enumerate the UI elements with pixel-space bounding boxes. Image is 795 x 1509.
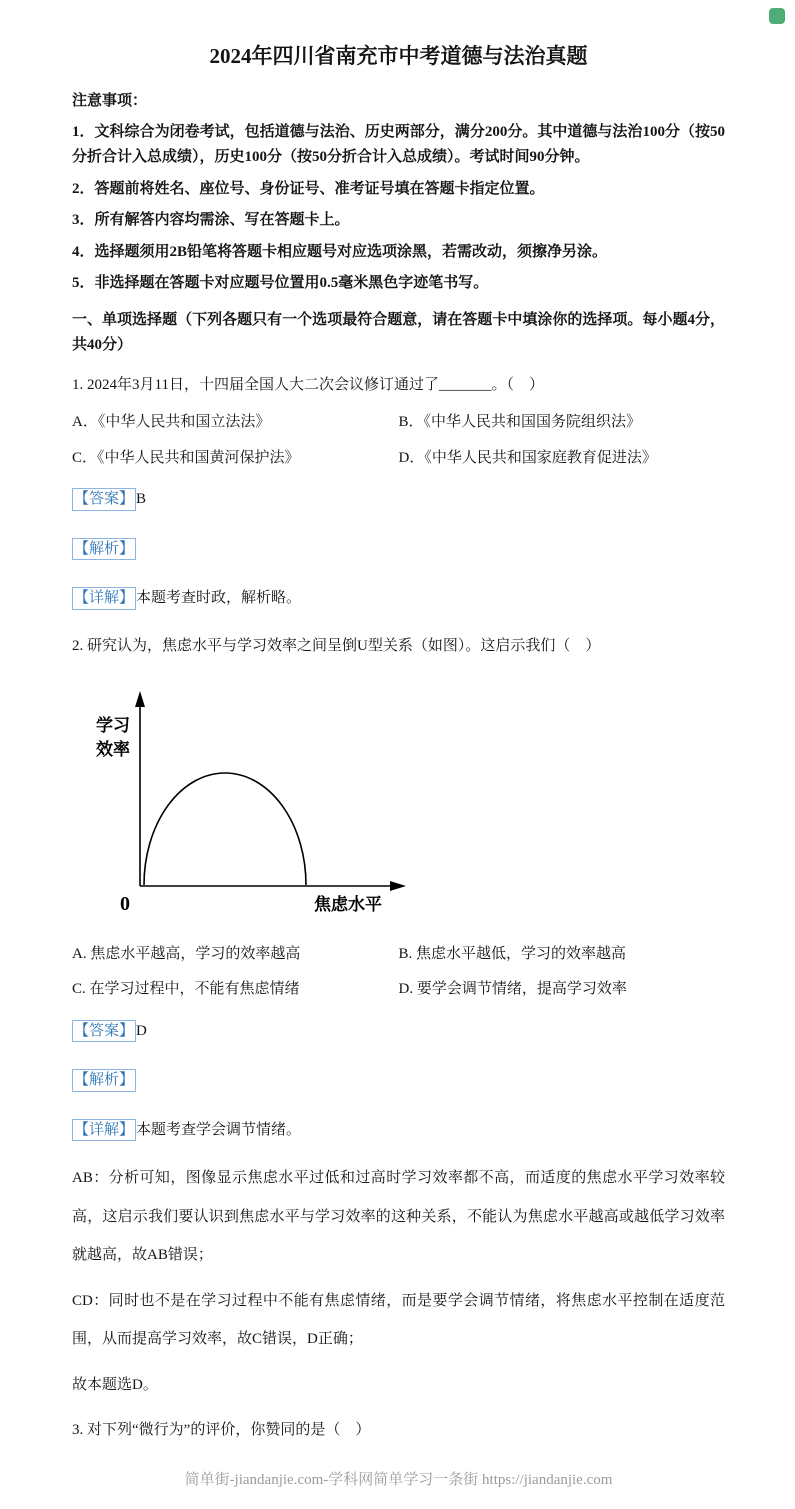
q2-explanation-cd: CD：同时也不是在学习过程中不能有焦虑情绪，而是要学会调节情绪，将焦虑水平控制在适度范围，从而提高学习效率，故C错误，D正确；: [72, 1293, 725, 1348]
x-axis-arrow-icon: [390, 881, 406, 891]
section-heading: 一、单项选择题（下列各题只有一个选项最符合题意，请在答题卡中填涂你的选择项。每小题4分，共40分）: [72, 311, 725, 354]
answer-tag: 【答案】: [72, 1020, 136, 1042]
question-1-options: [72, 410, 725, 471]
q2-option-c: C. 在学习过程中，不能有焦虑情绪: [72, 981, 300, 998]
q1-option-d: D．《中华人民共和国家庭教育促进法》: [398, 449, 657, 466]
q2-detail-line: [72, 1118, 725, 1144]
inverted-u-chart: [82, 681, 725, 926]
q1-option-c: C．《中华人民共和国黄河保护法》: [72, 449, 300, 466]
footer-watermark: 简单街-jiandanjie.com-学科网简单学习一条街 https://jiandanjie.com: [184, 1471, 613, 1488]
question-3-stem: 3. 对下列“微行为”的评价，你赞同的是（ ）: [72, 1422, 371, 1439]
q2-option-d: D. 要学会调节情绪，提高学习效率: [398, 981, 627, 998]
notice-item-3: 3．所有解答内容均需涂、写在答题卡上。: [72, 212, 350, 229]
q1-answer-value: B: [136, 491, 147, 508]
q2-answer-line: [72, 1019, 725, 1045]
q2-option-a: A. 焦虑水平越高，学习的效率越高: [72, 945, 301, 962]
q2-explanation-ab: AB：分析可知，图像显示焦虑水平过低和过高时学习效率都不高，而适度的焦虑水平学习效率较高，这启示我们要认识到焦虑水平与学习效率的这种关系，不能认为焦虑水平越高或越低学习效率就越高，故AB错误；: [72, 1170, 725, 1263]
inverted-u-curve: [144, 773, 306, 885]
question-2-options: [72, 942, 725, 1003]
origin-label: 0: [120, 893, 130, 916]
q2-conclusion: 故本题选D。: [72, 1376, 158, 1393]
q2-analysis-line: [72, 1068, 725, 1094]
question-2-stem: 2. 研究认为，焦虑水平与学习效率之间呈倒U型关系（如图）。这启示我们（ ）: [72, 637, 601, 654]
q1-analysis-line: [72, 537, 725, 563]
q1-option-b: B．《中华人民共和国国务院组织法》: [398, 414, 642, 431]
q2-answer-value: D: [136, 1022, 147, 1039]
detail-tag: 【详解】: [72, 1119, 136, 1141]
notice-heading: 注意事项：: [72, 93, 148, 110]
answer-tag: 【答案】: [72, 488, 136, 510]
page-title: 2024年四川省南充市中考道德与法治真题: [209, 44, 588, 68]
notice-item-4: 4．选择题须用2B铅笔将答题卡相应题号对应选项涂黑，若需改动，须擦净另涂。: [72, 243, 608, 260]
q2-detail-text: 本题考查学会调节情绪。: [136, 1121, 302, 1138]
x-axis-label: 焦虑水平: [314, 895, 382, 915]
notice-item-1: 1．文科综合为闭卷考试，包括道德与法治、历史两部分，满分200分。其中道德与法治100分（按50分折合计入总成绩），历史100分（按50分折合计入总成绩）。考试时间90分钟。: [72, 123, 725, 166]
y-axis-label-line2: 效率: [96, 740, 130, 760]
q1-detail-text: 本题考查时政，解析略。: [136, 590, 302, 607]
q1-detail-line: [72, 586, 725, 612]
y-axis-label-line1: 学习: [96, 716, 130, 736]
notice-item-2: 2．答题前将姓名、座位号、身份证号、准考证号填在答题卡指定位置。: [72, 180, 545, 197]
q1-option-a: A．《中华人民共和国立法法》: [72, 414, 271, 431]
y-axis-arrow-icon: [135, 691, 145, 707]
analysis-tag: 【解析】: [72, 1069, 136, 1091]
inverted-u-chart-svg: [82, 681, 422, 916]
analysis-tag: 【解析】: [72, 538, 136, 560]
q1-answer-line: [72, 487, 725, 513]
detail-tag: 【详解】: [72, 587, 136, 609]
question-1-stem: 1. 2024年3月11日，十四届全国人大二次会议修订通过了_______。（ ）: [72, 376, 544, 393]
q2-option-b: B. 焦虑水平越低，学习的效率越高: [398, 945, 627, 962]
notice-item-5: 5．非选择题在答题卡对应题号位置用0.5毫米黑色字迹笔书写。: [72, 275, 489, 292]
site-logo-icon: [769, 8, 785, 24]
